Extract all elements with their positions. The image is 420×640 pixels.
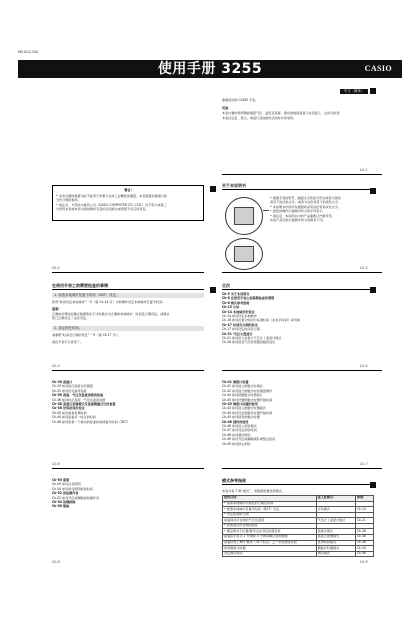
toc-item: Ck-14 如何设定本地城市 [222,314,257,319]
toc-item: Ck-17 如何设定时间及日期 [222,327,260,332]
toc-item: Ck-31 如何改变参考高度 [52,388,87,393]
toc-item: Ck-38 高度记录器模式及高度测量记忆的查看 [52,402,116,407]
toc-item: Ck-44 如何查看另一时区的时间 [52,415,97,420]
table-cell: Ck-38 [355,535,373,541]
toc-item: Ck-44 如何使倒数计时器停止 [222,393,263,398]
page-marker [210,287,216,293]
table-cell: 设定闹铃时间 [223,551,317,557]
page-number: Ck-3 [360,266,368,270]
toc-item: Ck-16 如何在夏令时间与标准时间（在本手时间）间切换 [222,318,301,323]
heading-rule [222,189,372,190]
page-marker [370,88,376,94]
page-divider [222,272,382,273]
toc-list [222,380,275,446]
page-divider [52,468,204,469]
page-number: Ck-2 [52,266,60,270]
page-marker [370,482,376,488]
toc-item: Ck-58 规格 [52,504,70,509]
watch-illustration [225,238,263,270]
table-cell: • 设定时间和日期 [223,512,317,518]
toc-item: Ck-54 故障排除 [52,500,76,505]
toc-item: Ck-36 如何校正高度、气压及温度读数 [52,397,106,402]
toc-item: Ck-48 如何测试闹铃 [222,432,251,437]
page-number: Ck-1 [360,168,368,172]
table-cell: Ck-13 [355,507,373,513]
toc-item: Ck-46 如何进入闹铃模式 [222,424,257,429]
heading-rule [52,289,204,290]
table-cell: • 配置本地城市及夏令时间（DST）设定 [223,507,317,513]
toc-item: Ck-43 如何进入倒数计时器模式 [222,406,267,411]
about-text: • 按钮的操作以插图中所示的字母表示。 [270,209,326,214]
table-cell: 倒数计时器模式 [316,546,355,552]
table-cell: 查看由手表以 1 分钟或 5 分钟间隔记录的数据 [223,535,317,541]
about-text: • 请注意，本说明书中的产品插图只作参考用， [270,213,335,218]
table-cell: 闹铃模式 [316,551,355,557]
column-header: 您的目的： [223,496,317,502]
warning-line: 方使用本表或本表出现故障所引起的任何损失或索赔不负任何责任。 [56,207,149,212]
usage-text-2: 本表在远足、登山、或进行其他类似活动时实用易用。 [222,115,297,120]
section-heading: 模式参考指南 [222,478,246,483]
toc-item: Ck-14 本地城市的设定 [222,309,255,314]
table-cell: Ck-28 [355,529,373,535]
toc-item: Ck-17 时间及日期的设定 [222,322,258,327]
step-text: 请参照“时间及日期的设定”一节（第 Ck-17 页）。 [52,333,121,337]
section-heading: 在使用手表之前需要检查的事情 [52,283,108,288]
watch-display [234,246,254,262]
toc-item: Ck-52 如何开启或解除按钮操作音 [52,495,100,500]
toc-item: Ck-28 高度计 [52,380,73,384]
page-number: Ck-8 [52,560,60,564]
usage-heading: 用途 [222,106,229,110]
language-tab: 中文（简体） [340,89,368,94]
toc-item: Ck-46 如何使某一个城市的标准时间或夏令时间（DST） [52,419,131,424]
page-marker [210,186,216,192]
table-cell: 查看世界上48个城市（31个时区）之一中的现在时间 [223,540,317,546]
toc-item: Ck-47 如何设定闹铃时间 [222,428,257,433]
toc-item: Ck-21 如何使人能显示气压计 / 温度计模式 [222,336,282,341]
table-cell: 气压计 / 温度计模式 [316,518,355,524]
column-header: 参阅： [355,496,373,502]
table-cell: 高度记录器模式 [316,535,355,541]
about-text: • 根据手表的型号，画面文字的显示形式或者为深色 [270,196,341,200]
heading-rule [222,289,372,290]
page-number: Ck-7 [360,462,368,466]
title-banner [18,60,402,78]
toc-item: Ck-41 如何进入倒数计时模式 [222,384,263,389]
toc-item: Ck-6 在使用手表之前需要检查的事情 [222,296,275,301]
toc-item: Ck-45 如何使用倒数计时器 [222,415,260,420]
table-cell: Ck-43 [355,546,373,552]
about-text: • 本说明书中的所有插图均采用浅色背景深色文字。 [270,204,341,209]
toc-list [222,292,300,345]
important-text: 您已正确设定了这些设定。 [52,316,90,321]
page-number: Ck-4 [52,364,60,368]
ready-text: 现在手表可以使用了。 [52,340,83,344]
toc-item: Ck-52 按钮操作音 [52,491,79,496]
column-header: 进入此模式： [316,496,355,502]
warning-line: • 请注意，卡西欧计算机公司（CASIO COMPUTER CO., LTD.）对于用户或第三 [56,202,167,207]
toc-item: Ck-29 如何进行高度计的测量 [52,384,93,389]
casio-logo: CASIO [364,64,392,73]
watch-illustration [225,197,263,235]
warning-line: • 本表内置的测量功能不能用于需要专业或工业精度的测量。本表测量的数值只能 [56,194,168,198]
callout-line [263,210,269,211]
page-divider [222,174,382,175]
about-text: 实际产品可能与插图中所示的稍有不同。 [270,218,326,222]
page-divider [52,370,204,371]
table-cell: Ck-21 [355,518,373,524]
toc-item: Ck-40 如何查看世界时间 [52,410,87,415]
step-text: 使用“如何设定本地城市”一节（第 Ck-14 页）中的操作设定本地城市及夏令时间。 [52,300,166,304]
toc-item: Ck-45 如何设置倒数计时器开始时间 [222,397,273,402]
toc-item: Ck-43 倒数计时器的使用 [222,402,258,407]
thanks-text: 谢谢您选购 CASIO 手表。 [222,98,259,102]
important-label: 重要！ [52,307,62,311]
mode-reference-table [222,495,374,557]
toc-item: Ck-46 闹铃的使用 [222,419,249,424]
warning-line: 当作合理的参考。 [56,198,81,203]
page-marker [370,188,376,194]
toc-item: Ck-21 气压计/温度计 [222,331,253,336]
page-divider [222,370,382,371]
toc-item: Ck-49 如何开启或解除闹铃或整点报时 [222,437,276,442]
toc-item: Ck-49 如何停止闹铃 [222,441,251,446]
table-cell: 查看现在所在地的气压及温度 [223,518,317,524]
toc-item: Ck-36 高度、气压及温度读数的校验 [52,393,104,398]
table-cell: Ck-38 [355,540,373,546]
heading-rule [222,484,372,485]
toc-item: Ck-38 世界时间的设定 [52,406,85,411]
toc-list [52,380,130,424]
page-marker [370,287,376,293]
about-text: 背景下的浅色文字，或者为浅色背景下的深色文字。 [270,200,342,205]
mode-intro: 本表共有 7 种“模式”，请根据需要选择模式。 [222,489,285,493]
table-cell: 高度计模式 [316,529,355,535]
table-row [223,551,374,557]
important-text: 正确的世界时间模式数据取决于计时模式中正确的本地城市、时间及日期设定。请确认 [52,312,170,316]
toc-item: Ck-13 计时 [222,305,240,310]
page-divider [52,272,204,273]
toc-item: Ck-50 如何改变照明持续时间 [52,486,93,491]
step-bar: 2. 设定现在时间。 [52,326,204,331]
model-code: MO1012-CkA [18,50,39,54]
table-cell: • 查看本地城市中现在的日期及时间 [223,501,317,507]
step-bar: 1. 检查本地城市及夏令时间（DST）设定。 [52,293,204,298]
toc-item: Ck-5 关于本说明书 [222,292,250,296]
table-cell: 使用倒数计时器 [223,546,317,552]
toc-item: Ck-50 照明 [52,478,70,482]
table-cell: • 确定相对于位置/参考点在设定的高度差 [223,529,317,535]
table-cell: Ck-46 [355,551,373,557]
section-heading: 关于本说明书 [222,183,246,188]
warning-box [52,185,204,221]
page-number: Ck-6 [52,462,60,466]
warning-title: 警告！ [124,188,134,192]
usage-text-1: 本表内置的传感器能测量气压、温度及高度。测出的数值将显示在表面上。这些功能使 [222,111,340,115]
toc-item: Ck-42 如何进行倒数计时的测量操作 [222,388,273,393]
toc-list [52,478,99,509]
watch-display [234,207,254,225]
page-number: Ck-5 [360,364,368,368]
toc-item: Ck-41 倒数计时器 [222,380,249,384]
toc-item: Ck-50 如何点亮照明 [52,482,81,487]
page-number: Ck-9 [360,560,368,564]
section-heading: 目次 [222,283,230,288]
toc-item: Ck-44 如何设定倒数计时器开始时间 [222,410,273,415]
table-cell: 计时模式 [316,507,355,513]
page-divider [222,468,382,469]
page-title: 使用手册 3255 [157,61,263,77]
toc-item: Ck-6 模式参考指南 [222,300,250,305]
table-cell: • 查看现在所在地的高度 [223,523,317,529]
table-cell: 世界时间模式 [316,540,355,546]
toc-item: Ck-26 如何改变气压传感器读数的变化 [222,340,276,345]
